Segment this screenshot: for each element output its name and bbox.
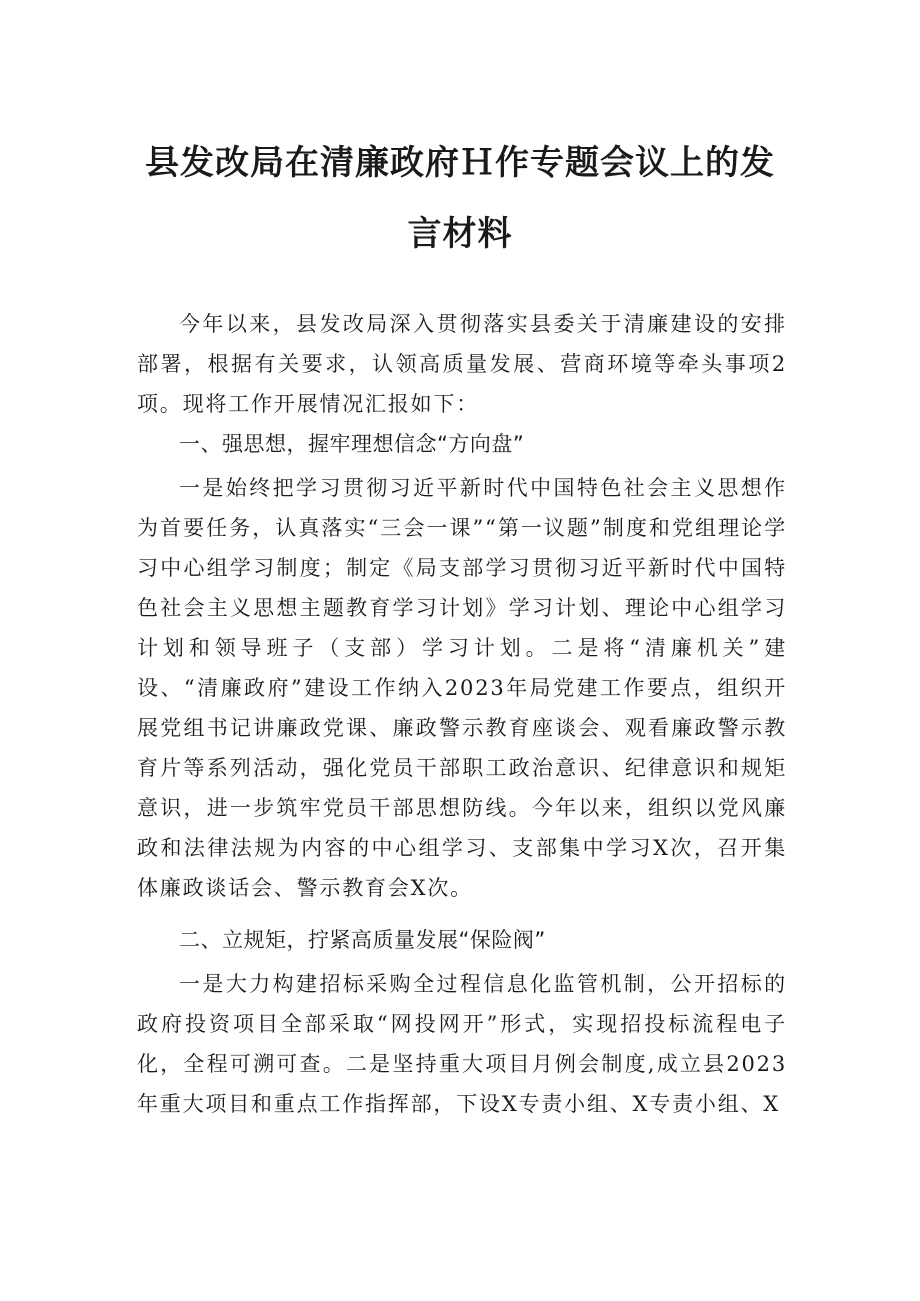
section-heading-2: 二、立规矩，拧紧高质量发展“保险阀”	[179, 928, 546, 952]
document-title-line-2: 言材料	[407, 214, 513, 254]
section-paragraph-1: 一是始终把学习贯彻习近平新时代中国特色社会主义思想作为首要任务，认真落实“三会一课”“第一议题”制度和党组理论学习中心组学习制度；制定《局支部学习贯彻习近平新时代中国特色社会主义思想主题教育学习计划》学习计划、理论中心组学习计划和领导班子（支部）学习计划。二是将“清廉机关”建设、“清廉政府”建设工作纳入2023年局党建工作要点，组织开展党组书记讲廉政党课、廉政警示教育座谈会、观看廉政警示教育片等系列活动，强化党员干部职工政治意识、纪律意识和规矩意识，进一步筑牢党员干部思想防线。今年以来，组织以党风廉政和法律法规为内容的中心组学习、支部集中学习X次，召开集体廉政谈话会、警示教育会X次。	[137, 476, 787, 900]
section-heading-1: 一、强思想，握牢理想信念“方向盘”	[179, 432, 525, 456]
document-title-line-1: 县发改局在清廉政府Ｈ作专题会议上的发	[145, 143, 775, 183]
section-paragraph-2: 一是大力构建招标采购全过程信息化监管机制，公开招标的政府投资项目全部采取“网投网开”形式，实现招投标流程电子化，全程可溯可查。二是坚持重大项目月例会制度,成立县2023年重大项目和重点工作指挥部，下设X专责小组、X专责小组、X	[137, 972, 787, 1116]
intro-paragraph: 今年以来，县发改局深入贯彻落实县委关于清廉建设的安排部署，根据有关要求，认领高质量发展、营商环境等牵头事项2项。现将工作开展情况汇报如下：	[137, 312, 787, 416]
document-body	[137, 304, 787, 1124]
